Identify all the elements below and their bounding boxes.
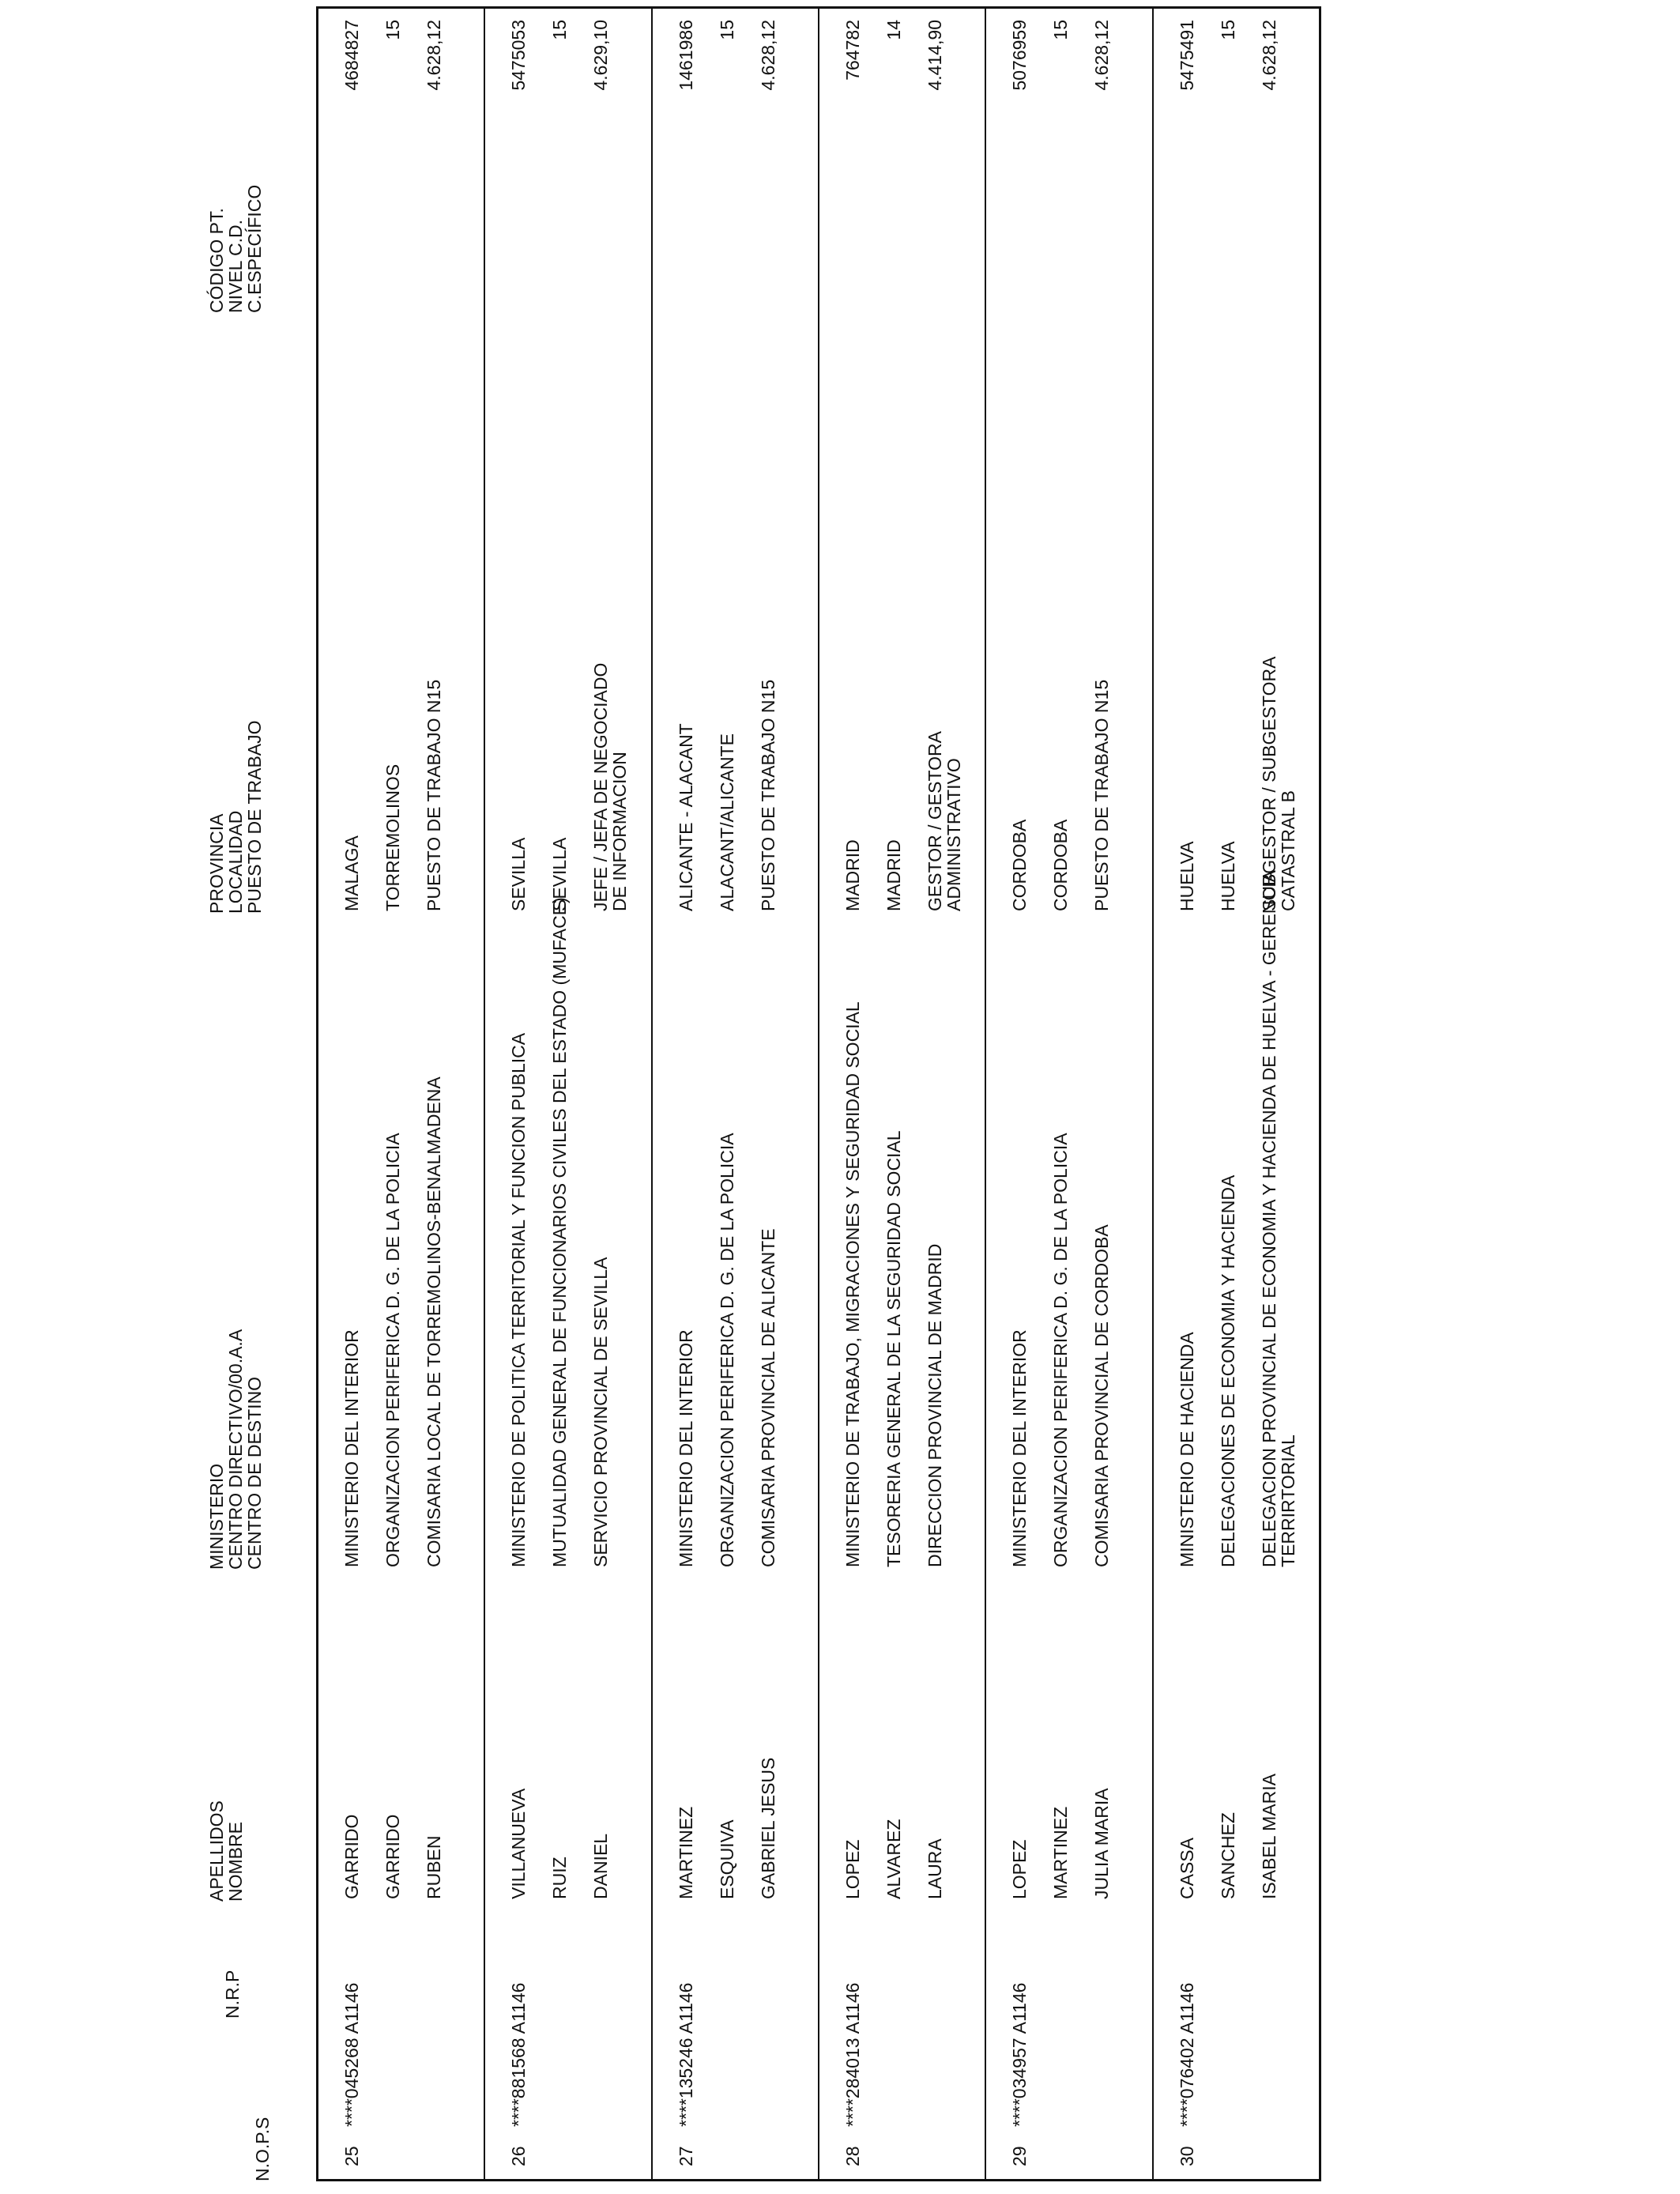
record-nombre: GABRIEL JESUS xyxy=(757,1757,778,1899)
record-codigo: 5475053 xyxy=(508,20,529,91)
record-localidad: SEVILLA xyxy=(549,837,571,911)
record-especifico: 4.628,12 xyxy=(757,20,778,91)
record-localidad: TORREMOLINOS xyxy=(382,763,403,911)
record-puesto: PUESTO DE TRABAJO N15 xyxy=(424,679,444,911)
record-nrp: ****045268 A1146 xyxy=(341,1982,362,2127)
table-row xyxy=(653,9,819,2179)
record-nombre: ISABEL MARIA xyxy=(1258,1774,1279,1899)
record-nombre: RUBEN xyxy=(424,1835,444,1899)
record-provincia: ALICANTE - ALACANT xyxy=(675,723,696,911)
record-puesto: JEFE / JEFA DE NEGOCIADO DE INFORMACION xyxy=(590,662,631,911)
record-nrp: ****881568 A1146 xyxy=(508,1982,529,2127)
record-ministerio: MINISTERIO DE POLITICA TERRITORIAL Y FUNCION PUBLICA xyxy=(508,1032,529,1567)
record-especifico: 4.414,90 xyxy=(924,20,945,91)
record-centro-destino: SERVICIO PROVINCIAL DE SEVILLA xyxy=(590,1257,612,1567)
record-centro-destino: COMISARIA LOCAL DE TORREMOLINOS-BENALMADENA xyxy=(424,1076,444,1567)
record-number: 26 xyxy=(508,2146,529,2166)
record-provincia: MALAGA xyxy=(341,835,362,911)
table-row xyxy=(819,9,986,2179)
record-codigo: 4684827 xyxy=(341,20,362,91)
record-apellido2: ESQUIVA xyxy=(716,1819,737,1899)
header-codigo-label: CÓDIGO PT. xyxy=(206,208,227,313)
header-nops-label: N.O.P.S xyxy=(252,2117,273,2181)
record-localidad: MADRID xyxy=(883,839,904,911)
record-nrp: ****284013 A1146 xyxy=(842,1982,863,2127)
record-especifico: 4.629,10 xyxy=(590,20,612,91)
record-apellido1: GARRIDO xyxy=(341,1814,362,1899)
header-ministerio-label: MINISTERIO xyxy=(206,1463,227,1570)
record-apellido1: MARTINEZ xyxy=(675,1806,696,1899)
header-nops xyxy=(253,2117,272,2181)
record-number: 28 xyxy=(842,2146,863,2166)
record-provincia: SEVILLA xyxy=(508,837,529,911)
record-puesto: SUBGESTOR / SUBGESTORA CATASTRAL B xyxy=(1258,657,1298,911)
header-nivel-label: NIVEL C.D. xyxy=(225,219,246,313)
record-apellido2: SANCHEZ xyxy=(1217,1812,1238,1899)
record-apellido1: LOPEZ xyxy=(842,1839,863,1899)
record-apellido1: VILLANUEVA xyxy=(508,1788,529,1899)
record-nivel: 15 xyxy=(382,20,403,40)
record-centro-destino: DIRECCION PROVINCIAL DE MADRID xyxy=(924,1243,945,1567)
record-codigo: 764782 xyxy=(842,20,863,81)
record-ministerio: MINISTERIO DEL INTERIOR xyxy=(1009,1329,1030,1567)
record-number: 25 xyxy=(341,2146,362,2166)
header-puesto-label: PUESTO DE TRABAJO xyxy=(244,720,265,914)
record-especifico: 4.628,12 xyxy=(424,20,444,91)
record-codigo: 5076959 xyxy=(1009,20,1030,91)
record-centro-destino: DELEGACION PROVINCIAL DE ECONOMIA Y HACIENDA DE HUELVA - GERENCIA TERRIRTORIAL xyxy=(1258,871,1298,1567)
record-codigo: 5475491 xyxy=(1176,20,1197,91)
record-apellido1: LOPEZ xyxy=(1009,1839,1030,1899)
header-centro-destino-label: CENTRO DE DESTINO xyxy=(244,1376,265,1570)
record-apellido2: RUIZ xyxy=(549,1857,571,1899)
header-nombre-label: NOMBRE xyxy=(225,1822,246,1902)
table-row xyxy=(1154,9,1319,2179)
header-apellidos xyxy=(207,1800,245,1902)
record-nrp: ****034957 A1146 xyxy=(1009,1982,1030,2127)
header-ministerio xyxy=(207,1329,264,1570)
record-puesto: PUESTO DE TRABAJO N15 xyxy=(1091,679,1113,911)
header-nrp xyxy=(223,1970,242,2019)
record-apellido2: MARTINEZ xyxy=(1050,1806,1072,1899)
record-nivel: 15 xyxy=(549,20,571,40)
record-number: 30 xyxy=(1176,2146,1197,2166)
record-ministerio: MINISTERIO DEL INTERIOR xyxy=(341,1329,362,1567)
record-codigo: 1461986 xyxy=(675,20,696,91)
record-puesto: GESTOR / GESTORA ADMINISTRATIVO xyxy=(924,732,964,911)
record-localidad: ALACANT/ALICANTE xyxy=(716,733,737,911)
record-ministerio: MINISTERIO DE HACIENDA xyxy=(1176,1332,1197,1567)
record-ministerio: MINISTERIO DEL INTERIOR xyxy=(675,1329,696,1567)
record-nombre: DANIEL xyxy=(590,1833,612,1899)
record-centro-directivo: DELEGACIONES DE ECONOMIA Y HACIENDA xyxy=(1217,1174,1238,1567)
record-ministerio: MINISTERIO DE TRABAJO, MIGRACIONES Y SEGURIDAD SOCIAL xyxy=(842,1001,863,1567)
header-especifico-label: C.ESPECÍFICO xyxy=(244,184,265,313)
record-nombre: LAURA xyxy=(924,1838,945,1899)
record-nivel: 15 xyxy=(1050,20,1072,40)
record-nrp: ****076402 A1146 xyxy=(1176,1982,1197,2127)
record-centro-directivo: MUTUALIDAD GENERAL DE FUNCIONARIOS CIVILES DEL ESTADO (MUFACE) xyxy=(549,897,571,1567)
record-number: 27 xyxy=(675,2146,696,2166)
record-provincia: CORDOBA xyxy=(1009,819,1030,911)
record-centro-directivo: ORGANIZACION PERIFERICA D. G. DE LA POLICIA xyxy=(716,1133,737,1567)
record-nivel: 14 xyxy=(883,20,904,40)
record-apellido2: ALVAREZ xyxy=(883,1819,904,1899)
record-especifico: 4.628,12 xyxy=(1258,20,1279,91)
record-localidad: CORDOBA xyxy=(1050,819,1072,911)
record-number: 29 xyxy=(1009,2146,1030,2166)
header-provincia xyxy=(207,720,264,914)
record-nivel: 15 xyxy=(1217,20,1238,40)
records-table xyxy=(316,6,1321,2181)
header-provincia-label: PROVINCIA xyxy=(206,813,227,914)
record-especifico: 4.628,12 xyxy=(1091,20,1113,91)
record-apellido1: CASSA xyxy=(1176,1838,1197,1899)
header-centro-directivo-label: CENTRO DIRECTIVO/00.A.A xyxy=(225,1329,246,1570)
record-centro-directivo: ORGANIZACION PERIFERICA D. G. DE LA POLICIA xyxy=(382,1133,403,1567)
record-nrp: ****135246 A1146 xyxy=(675,1982,696,2127)
record-centro-directivo: TESORERIA GENERAL DE LA SEGURIDAD SOCIAL xyxy=(883,1130,904,1567)
header-localidad-label: LOCALIDAD xyxy=(225,810,246,914)
record-apellido2: GARRIDO xyxy=(382,1814,403,1899)
header-codigo xyxy=(207,185,264,313)
table-row xyxy=(485,9,652,2179)
record-provincia: MADRID xyxy=(842,839,863,911)
record-centro-directivo: ORGANIZACION PERIFERICA D. G. DE LA POLICIA xyxy=(1050,1133,1072,1567)
record-provincia: HUELVA xyxy=(1176,841,1197,911)
record-nombre: JULIA MARIA xyxy=(1091,1788,1113,1899)
header-apellidos-label: APELLIDOS xyxy=(206,1800,227,1902)
record-puesto: PUESTO DE TRABAJO N15 xyxy=(757,679,778,911)
record-centro-destino: COMISARIA PROVINCIAL DE ALICANTE xyxy=(757,1228,778,1567)
record-localidad: HUELVA xyxy=(1217,841,1238,911)
table-row xyxy=(986,9,1153,2179)
header-nrp-label: N.R.P xyxy=(222,1970,243,2019)
table-row xyxy=(318,9,485,2179)
record-nivel: 15 xyxy=(716,20,737,40)
record-centro-destino: COMISARIA PROVINCIAL DE CORDOBA xyxy=(1091,1224,1113,1567)
